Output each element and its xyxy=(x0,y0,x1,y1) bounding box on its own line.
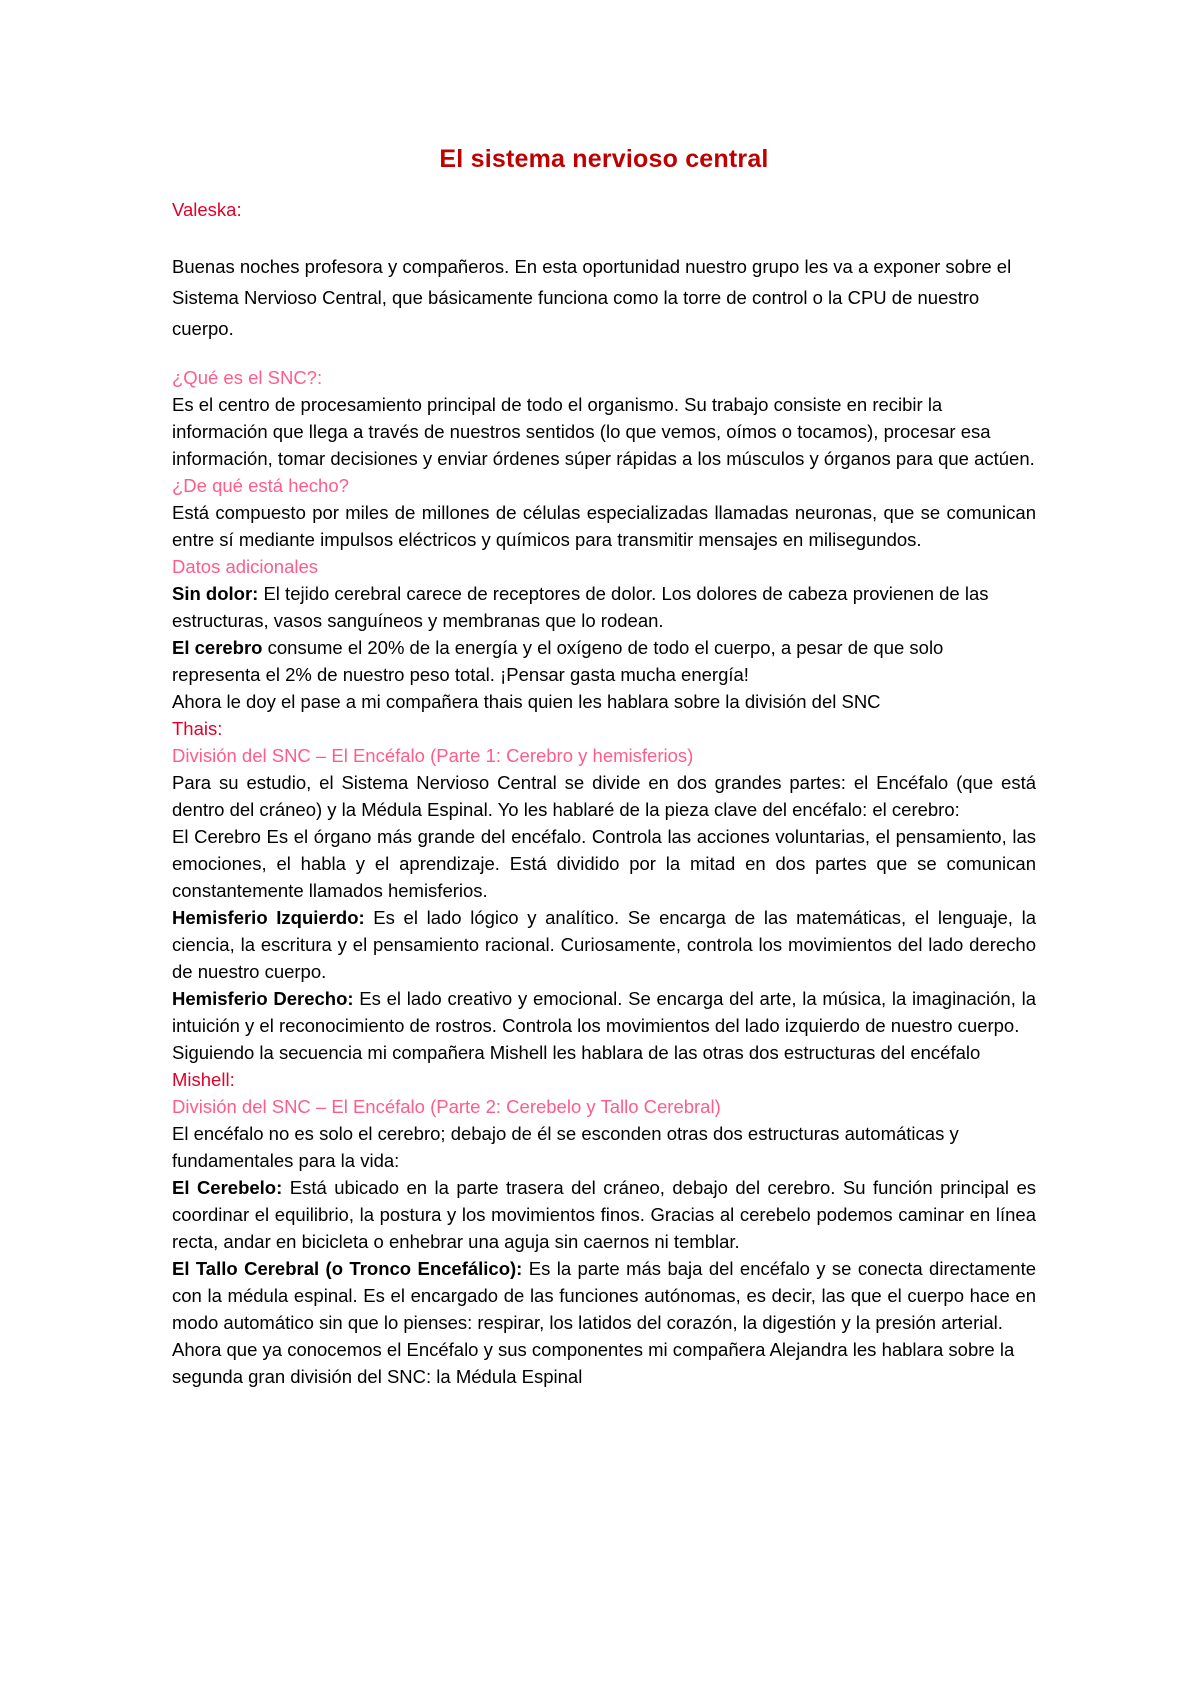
text-hemisferio-izquierdo: Es el lado lógico y analítico. Se encarga de las matemáticas, el lenguaje, la ciencia, la escritura y el pensamiento racional. Curiosamente, controla los movimientos del lado derecho de nuestro cuerpo. xyxy=(172,907,1036,982)
handoff-valeska: Ahora le doy el pase a mi compañera thais quien les hablara sobre la división del SNC xyxy=(172,691,881,712)
label-tallo-cerebral: El Tallo Cerebral (o Tronco Encefálico): xyxy=(172,1258,523,1279)
heading-thais-section: División del SNC – El Encéfalo (Parte 1: Cerebro y hemisferios) xyxy=(172,745,694,766)
label-cerebelo: El Cerebelo: xyxy=(172,1177,283,1198)
paragraph-hemisferio-derecho xyxy=(172,985,1036,1039)
paragraph-tallo-cerebral xyxy=(172,1255,1036,1336)
paragraph-cerebelo xyxy=(172,1174,1036,1255)
paragraph-encefalo-intro: El encéfalo no es solo el cerebro; debajo de él se esconden otras dos estructuras automáticas y fundamentales para la vida: xyxy=(172,1123,959,1171)
text-cerebelo: Está ubicado en la parte trasera del cráneo, debajo del cerebro. Su función principal es coordinar el equilibrio, la postura y los movimientos finos. Gracias al cerebelo podemos caminar en línea recta, andar en bicicleta o enhebrar una aguja sin caernos ni temblar. xyxy=(172,1177,1036,1252)
document-title: El sistema nervioso central xyxy=(439,145,769,173)
heading-de-que-esta-hecho: ¿De qué está hecho? xyxy=(172,475,349,496)
label-el-cerebro: El cerebro xyxy=(172,637,263,658)
heading-que-es-snc: ¿Qué es el SNC?: xyxy=(172,367,323,388)
text-hemisferio-derecho: Es el lado creativo y emocional. Se encarga del arte, la música, la imaginación, la intuición y el reconocimiento de rostros. Controla los movimientos del lado izquierdo de nuestro cuerpo. xyxy=(172,988,1036,1036)
label-hemisferio-derecho: Hemisferio Derecho: xyxy=(172,988,354,1009)
heading-mishell-section: División del SNC – El Encéfalo (Parte 2: Cerebelo y Tallo Cerebral) xyxy=(172,1096,721,1117)
speaker-thais: Thais: xyxy=(172,718,223,739)
paragraph-division-snc: Para su estudio, el Sistema Nervioso Central se divide en dos grandes partes: el Encéfalo (que está dentro del cráneo) y la Médula Espinal. Yo les hablaré de la pieza clave del encéfalo: el cerebro: xyxy=(172,772,1036,820)
speaker-valeska: Valeska: xyxy=(172,199,242,220)
text-sin-dolor: El tejido cerebral carece de receptores de dolor. Los dolores de cabeza provienen de las estructuras, vasos sanguíneos y membranas que lo rodean. xyxy=(172,583,989,631)
handoff-thais: Siguiendo la secuencia mi compañera Mishell les hablara de las otras dos estructuras del encéfalo xyxy=(172,1042,981,1063)
intro-paragraph: Buenas noches profesora y compañeros. En esta oportunidad nuestro grupo les va a exponer sobre el Sistema Nervioso Central, que básicamente funciona como la torre de control o la CPU de nuestro cuerpo. xyxy=(172,256,1012,339)
paragraph-el-cerebro: El Cerebro Es el órgano más grande del encéfalo. Controla las acciones voluntarias, el pensamiento, las emociones, el habla y el aprendizaje. Está dividido por la mitad en dos partes que se comunican constantemente llamados hemisferios. xyxy=(172,826,1036,901)
text-el-cerebro: consume el 20% de la energía y el oxígeno de todo el cuerpo, a pesar de que solo representa el 2% de nuestro peso total. ¡Pensar gasta mucha energía! xyxy=(172,637,944,685)
speaker-mishell: Mishell: xyxy=(172,1069,235,1090)
paragraph-hemisferio-izquierdo xyxy=(172,904,1036,985)
paragraph-el-cerebro-energia xyxy=(172,634,1036,688)
heading-datos-adicionales: Datos adicionales xyxy=(172,556,319,577)
label-sin-dolor: Sin dolor: xyxy=(172,583,259,604)
paragraph-que-es-snc: Es el centro de procesamiento principal de todo el organismo. Su trabajo consiste en recibir la información que llega a través de nuestros sentidos (lo que vemos, oímos o tocamos), procesar esa información, tomar decisiones y enviar órdenes súper rápidas a los músculos y órganos para que actúen. xyxy=(172,394,1035,469)
text-tallo-cerebral: Es la parte más baja del encéfalo y se conecta directamente con la médula espinal. Es el encargado de las funciones autónomas, es decir, las que el cuerpo hace en modo automático sin que lo pienses: respirar, los latidos del corazón, la digestión y la presión arterial. xyxy=(172,1258,1037,1333)
paragraph-sin-dolor xyxy=(172,580,1036,634)
label-hemisferio-izquierdo: Hemisferio Izquierdo: xyxy=(172,907,365,928)
paragraph-de-que-esta-hecho: Está compuesto por miles de millones de células especializadas llamadas neuronas, que se comunican entre sí mediante impulsos eléctricos y químicos para transmitir mensajes en milisegundos. xyxy=(172,502,1036,550)
handoff-mishell: Ahora que ya conocemos el Encéfalo y sus componentes mi compañera Alejandra les hablara sobre la segunda gran división del SNC: la Médula Espinal xyxy=(172,1339,1015,1387)
